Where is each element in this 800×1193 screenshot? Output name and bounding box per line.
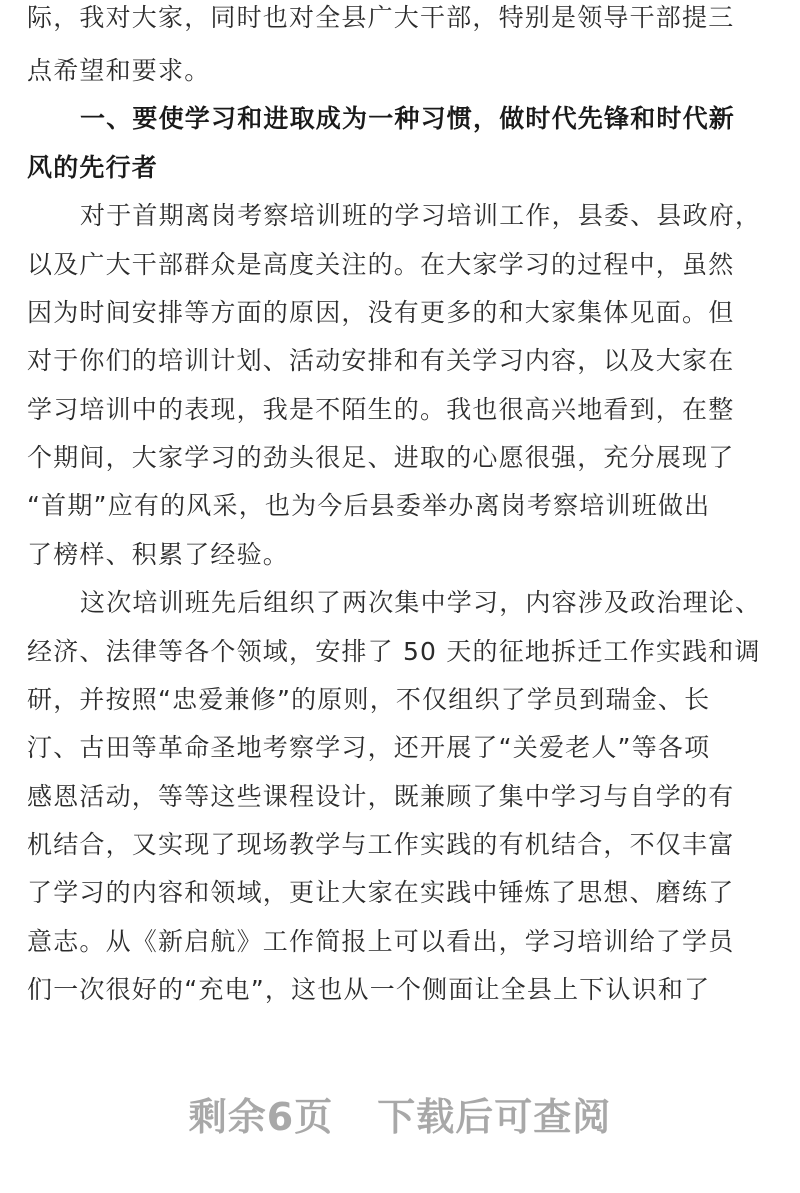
download-prompt[interactable] <box>0 1093 800 1141</box>
remaining-pages-label: 剩余6页 <box>188 1095 334 1139</box>
section-heading-line: 风的先行者 <box>27 153 159 182</box>
body-text-line: 了学习的内容和领域，更让大家在实践中锤炼了思想、磨练了 <box>27 878 735 907</box>
body-text-line: “首期”应有的风采，也为今后县委举办离岗考察培训班做出 <box>27 491 711 520</box>
body-text-line: 意志。从《新启航》工作简报上可以看出，学习培训给了学员 <box>27 927 735 956</box>
body-text-line: 汀、古田等革命圣地考察学习，还开展了“关爱老人”等各项 <box>27 733 711 762</box>
body-text-line: 个期间，大家学习的劲头很足、进取的心愿很强，充分展现了 <box>27 443 735 472</box>
section-heading-line: 一、要使学习和进取成为一种习惯，做时代先锋和时代新 <box>80 104 736 133</box>
body-text-line: 对于你们的培训计划、活动安排和有关学习内容，以及大家在 <box>27 346 735 375</box>
body-text-line: 机结合，又实现了现场教学与工作实践的有机结合，不仅丰富 <box>27 830 735 859</box>
download-hint-label: 下载后可查阅 <box>377 1095 612 1139</box>
body-text-line: 点希望和要求。 <box>27 56 211 85</box>
body-text-line: 对于首期离岗考察培训班的学习培训工作，县委、县政府， <box>80 201 762 230</box>
body-text-line: 因为时间安排等方面的原因，没有更多的和大家集体见面。但 <box>27 298 735 327</box>
body-text-line: 际，我对大家，同时也对全县广大干部，特别是领导干部提三 <box>27 3 735 32</box>
body-text-line: 们一次很好的“充电”，这也从一个侧面让全县上下认识和了 <box>27 975 711 1004</box>
body-text-line: 学习培训中的表现，我是不陌生的。我也很高兴地看到，在整 <box>27 395 735 424</box>
body-text-line: 以及广大干部群众是高度关注的。在大家学习的过程中，虽然 <box>27 250 735 279</box>
body-text-line: 经济、法律等各个领域，安排了 50 天的征地拆迁工作实践和调 <box>27 637 761 666</box>
body-text-line: 感恩活动，等等这些课程设计，既兼顾了集中学习与自学的有 <box>27 782 735 811</box>
body-text-line: 研，并按照“忠爱兼修”的原则，不仅组织了学员到瑞金、长 <box>27 685 711 714</box>
body-text-line: 这次培训班先后组织了两次集中学习，内容涉及政治理论、 <box>80 588 762 617</box>
body-text-line: 了榜样、积累了经验。 <box>27 540 290 569</box>
